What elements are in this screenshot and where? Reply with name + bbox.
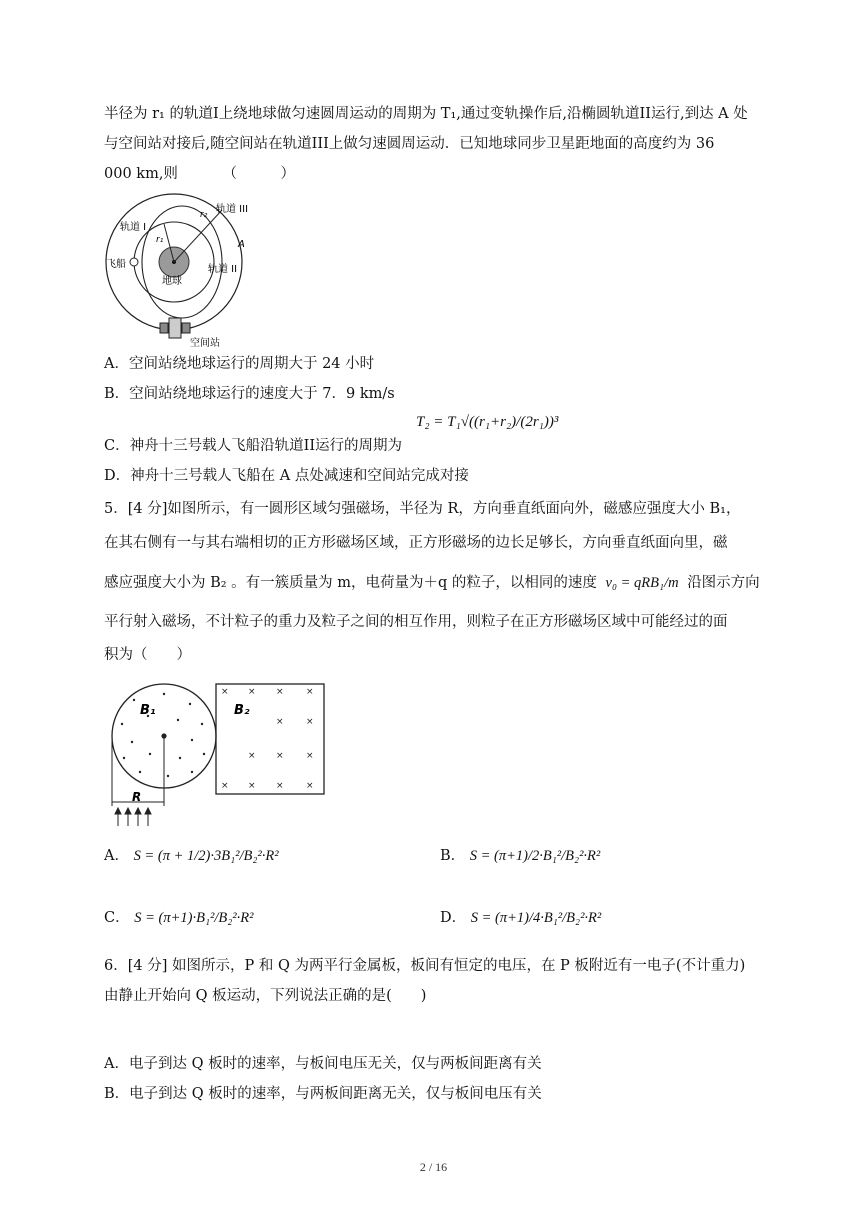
q5-option-a (104, 846, 279, 866)
q4-text-line-2: 与空间站对接后,随空间站在轨道III上做匀速圆周运动．已知地球同步卫星距地面的高度约为 36 (104, 136, 715, 152)
q4-answer-paren: （ ） (222, 166, 296, 182)
label-r2: r₂ (200, 210, 208, 220)
q4-option-c-formula-text: T₂ = T₁√((r₁+r₂)/(2r₁))³ (416, 414, 559, 430)
q5-text-line-4: 平行射入磁场，不计粒子的重力及粒子之间的相互作用，则粒子在正方形磁场区域中可能经过的面 (104, 614, 728, 630)
label-orbit-2: 轨道 II (208, 264, 238, 275)
q5-text-line-5: 积为（ ） (104, 647, 191, 663)
q4-text-line-3 (104, 164, 295, 184)
q5-option-d-formula: S = (π+1)/4·B₁²/B₂²·R² (470, 910, 602, 926)
q6-text-line-2: 由静止开始向 Q 板运动，下列说法正确的是( ) (104, 988, 427, 1004)
label-orbit-3: 轨道 III (216, 204, 249, 215)
svg-text:×: × (276, 717, 284, 727)
q5-option-c-label: C． (104, 910, 130, 926)
svg-text:×: × (248, 781, 256, 791)
space-station-panel-left (160, 323, 168, 333)
label-r1: r₁ (156, 235, 164, 245)
q5-text-line-2: 在其右侧有一与其右端相切的正方形磁场区域，正方形磁场的边长足够长，方向垂直纸面向里，磁 (104, 535, 728, 551)
q5-option-b-label: B． (440, 848, 466, 864)
svg-text:×: × (276, 687, 284, 697)
q5-option-a-formula: S = (π + 1/2)·3B₁²/B₂²·R² (133, 848, 279, 864)
svg-text:×: × (306, 751, 314, 761)
svg-text:×: × (306, 717, 314, 727)
q5-v0-formula: v₀ = qRB₁/m (605, 575, 679, 591)
radius-r2 (174, 210, 222, 262)
q4-text-line-3-main: 000 km,则 (104, 166, 178, 182)
square-field-region (216, 684, 324, 794)
q4-text-line-1: 半径为 r₁ 的轨道I上绕地球做匀速圆周运动的周期为 T₁,通过变轨操作后,沿椭圆轨道II运行,到达 A 处 (104, 106, 748, 122)
q5-text-line-3a: 感应强度大小为 B₂ 。有一簇质量为 m，电荷量为＋q 的粒子，以相同的速度 (104, 575, 597, 591)
svg-text:×: × (306, 687, 314, 697)
label-point-a: A (238, 239, 245, 250)
q4-option-c-formula (416, 414, 558, 431)
q4-option-d: D．神舟十三号载人飞船在 A 点处减速和空间站完成对接 (104, 468, 469, 484)
q6-option-b: B．电子到达 Q 板时的速率，与两板间距离无关，仅与板间电压有关 (104, 1086, 542, 1102)
ship (130, 258, 138, 266)
label-b1: B₁ (140, 703, 156, 718)
q6-option-a: A．电子到达 Q 板时的速率，与板间电压无关，仅与两板间距离有关 (104, 1056, 542, 1072)
q4-option-a: A．空间站绕地球运行的周期大于 24 小时 (104, 356, 375, 372)
label-orbit-1: 轨道 I (120, 222, 147, 233)
label-ship: 飞船 (106, 259, 126, 270)
q5-text-line-3b: 沿图示方向 (687, 575, 760, 591)
svg-text:×: × (248, 751, 256, 761)
svg-text:×: × (248, 687, 256, 697)
q5-text-line-1: 5．[4 分]如图所示，有一圆形区域匀强磁场，半径为 R，方向垂直纸面向外，磁感应强度大小 B₁， (104, 501, 741, 517)
particle-beam-arrows (115, 808, 151, 826)
q6-text-line-1: 6．[4 分] 如图所示，P 和 Q 为两平行金属板，板间有恒定的电压，在 P 板附近有一电子(不计重力) (104, 958, 746, 974)
label-station: 空间站 (190, 338, 220, 349)
q5-option-d (440, 908, 601, 928)
label-r: R (132, 790, 142, 804)
page-number: 2 / 16 (419, 1160, 448, 1174)
q5-option-c (104, 908, 253, 928)
svg-text:×: × (221, 781, 229, 791)
dots-out-of-page (121, 693, 205, 777)
svg-text:×: × (306, 781, 314, 791)
svg-text:×: × (276, 751, 284, 761)
q5-option-a-label: A． (104, 848, 129, 864)
q5-text-line-3 (104, 573, 760, 593)
space-station (169, 318, 181, 338)
label-earth: 地球 (162, 276, 182, 287)
q5-option-c-formula: S = (π+1)·B₁²/B₂²·R² (134, 910, 254, 926)
q5-option-d-label: D． (440, 910, 467, 926)
q4-option-c: C．神舟十三号载人飞船沿轨道II运行的周期为 (104, 438, 403, 454)
svg-text:×: × (221, 687, 229, 697)
magnetic-field-figure (104, 680, 334, 830)
space-station-panel-right (182, 323, 190, 333)
q5-option-b-formula: S = (π+1)/2·B₁²/B₂²·R² (469, 848, 601, 864)
q5-option-b (440, 846, 600, 866)
orbit-figure (104, 190, 264, 350)
label-b2: B₂ (234, 703, 250, 718)
q4-option-b: B．空间站绕地球运行的速度大于 7．9 km/s (104, 386, 395, 402)
svg-text:×: × (276, 781, 284, 791)
